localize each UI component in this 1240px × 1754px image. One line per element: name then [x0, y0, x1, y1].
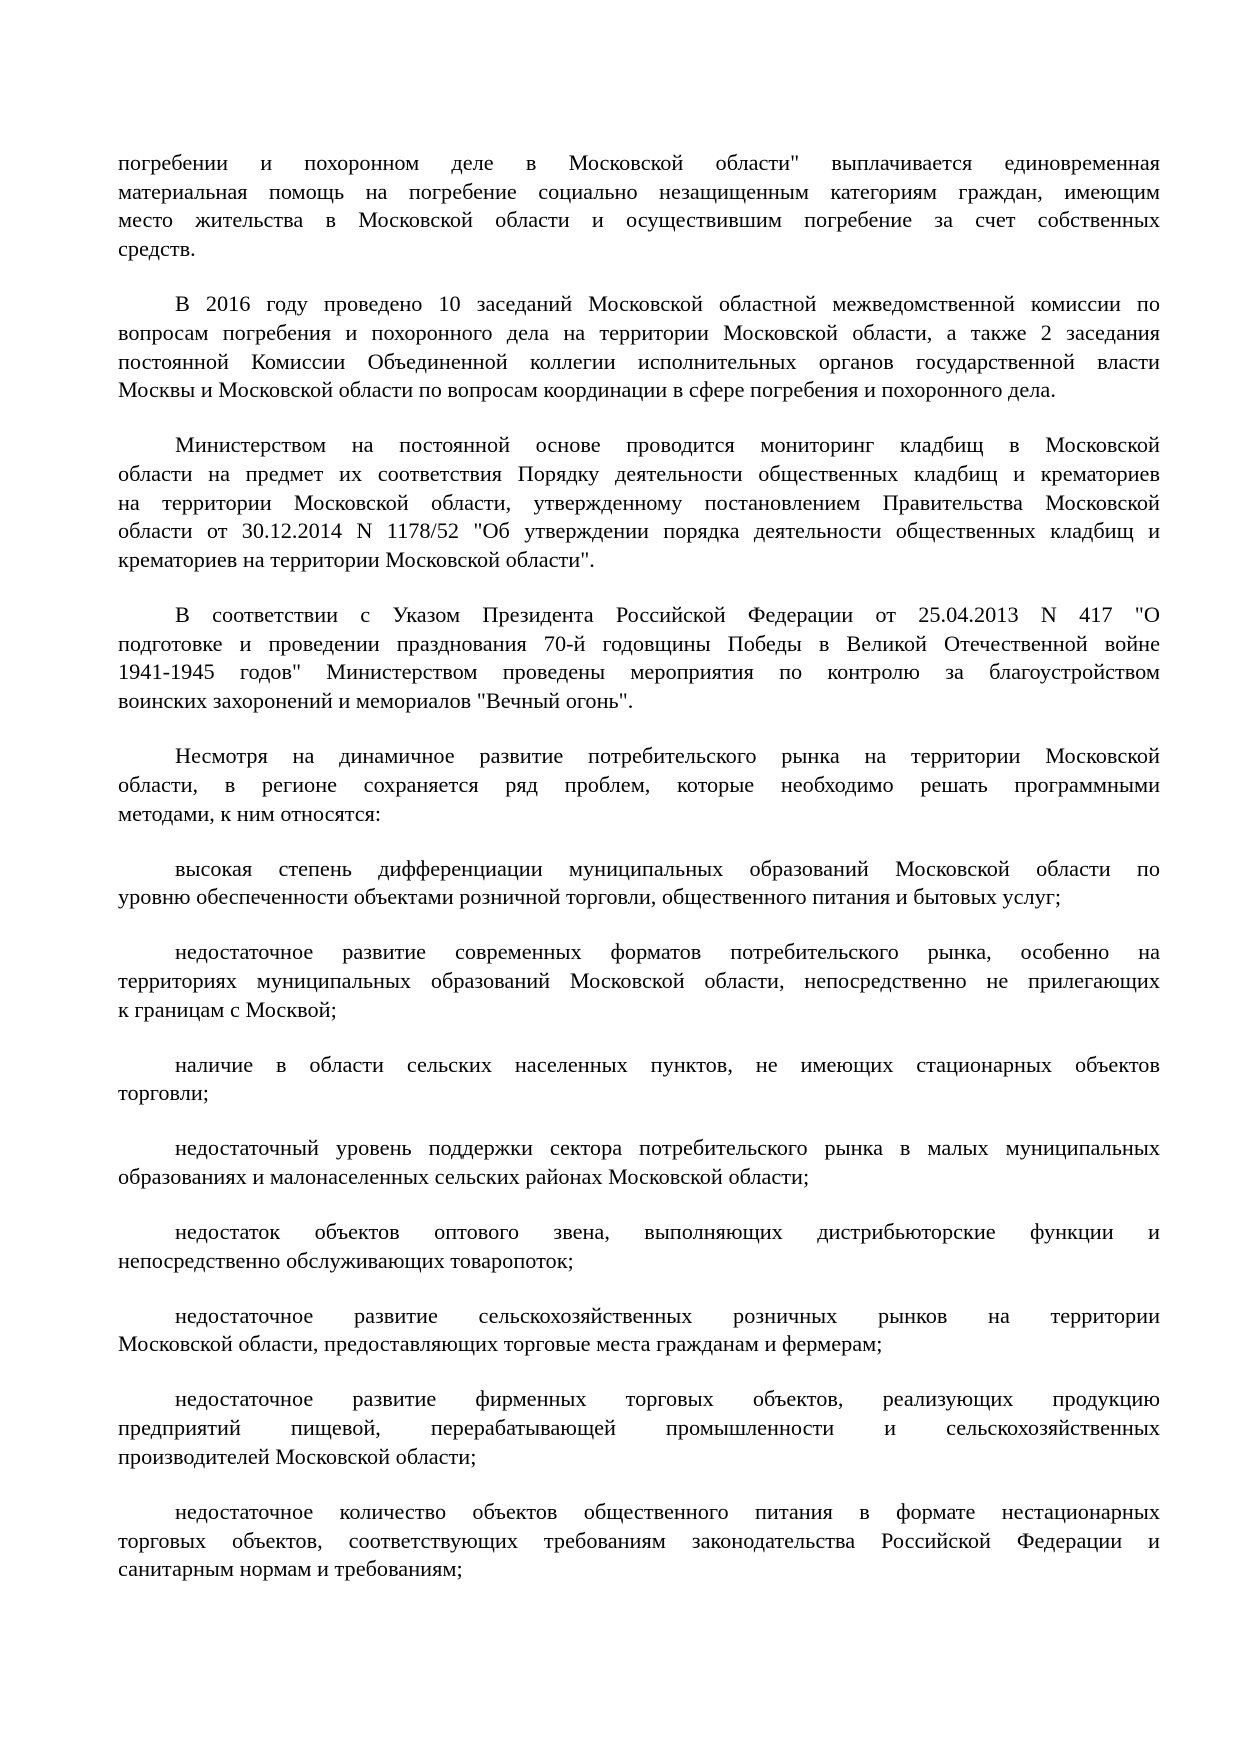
text-line: торговли;: [118, 1080, 209, 1106]
text-line: недостаточное развитие современных форматов потребительского рынка, особенно на: [175, 939, 1160, 965]
text-line: уровню обеспеченности объектами розничной торговли, общественного питания и бытовых услуг;: [118, 884, 1062, 910]
text-line: предприятий пищевой, перерабатывающей промышленности и сельскохозяйственных: [118, 1415, 1160, 1441]
text-line: воинских захоронений и мемориалов "Вечный огонь".: [118, 688, 634, 714]
text-line: подготовке и проведении празднования 70-й годовщины Победы в Великой Отечественной войне: [118, 630, 1160, 656]
text-line: недостаток объектов оптового звена, выполняющих дистрибьюторские функции и: [175, 1219, 1160, 1245]
text-line: наличие в области сельских населенных пунктов, не имеющих стационарных объектов: [175, 1051, 1160, 1077]
text-line: средств.: [118, 236, 196, 262]
paragraph: [118, 1302, 1160, 1359]
text-line: материальная помощь на погребение социально незащищенным категориям граждан, имеющим: [118, 178, 1160, 204]
text-line: В соответствии с Указом Президента Российской Федерации от 25.04.2013 N 417 "О: [175, 602, 1160, 628]
text-line: области от 30.12.2014 N 1178/52 "Об утверждении порядка деятельности общественных кладбищ и: [118, 518, 1160, 544]
text-line: недостаточное развитие сельскохозяйственных розничных рынков на территории: [175, 1302, 1160, 1328]
text-line: недостаточное количество объектов общественного питания в формате нестационарных: [175, 1498, 1160, 1524]
paragraph: [118, 1498, 1160, 1584]
text-line: производителей Московской области;: [118, 1443, 477, 1469]
text-line: постоянной Комиссии Объединенной коллегии исполнительных органов государственной власти: [118, 348, 1160, 374]
text-line: Московской области, предоставляющих торговые места гражданам и фермерам;: [118, 1331, 883, 1357]
paragraph: [118, 1051, 1160, 1108]
document-page: [118, 149, 1160, 1610]
text-line: недостаточный уровень поддержки сектора потребительского рынка в малых муниципальных: [175, 1135, 1160, 1161]
paragraph: [118, 855, 1160, 912]
text-line: В 2016 году проведено 10 заседаний Московской областной межведомственной комиссии по: [175, 291, 1160, 317]
text-line: к границам с Москвой;: [118, 996, 337, 1022]
text-line: Москвы и Московской области по вопросам координации в сфере погребения и похоронного дела.: [118, 377, 1056, 403]
text-line: 1941-1945 годов" Министерством проведены мероприятия по контролю за благоустройством: [118, 659, 1160, 685]
text-line: Несмотря на динамичное развитие потребительского рынка на территории Московской: [175, 743, 1160, 769]
text-line: на территории Московской области, утвержденному постановлением Правительства Московской: [118, 489, 1160, 515]
text-line: недостаточное развитие фирменных торговых объектов, реализующих продукцию: [175, 1386, 1160, 1412]
text-line: Министерством на постоянной основе проводится мониторинг кладбищ в Московской: [175, 432, 1160, 458]
text-line: области, в регионе сохраняется ряд проблем, которые необходимо решать программными: [118, 771, 1160, 797]
paragraph: [118, 290, 1160, 405]
text-line: образованиях и малонаселенных сельских районах Московской области;: [118, 1164, 810, 1190]
paragraph: [118, 1218, 1160, 1275]
text-line: непосредственно обслуживающих товаропоток;: [118, 1247, 574, 1273]
text-line: территориях муниципальных образований Московской области, непосредственно не прилегающих: [118, 967, 1160, 993]
paragraph: [118, 431, 1160, 575]
paragraph: [118, 601, 1160, 716]
text-line: торговых объектов, соответствующих требованиям законодательства Российской Федерации и: [118, 1527, 1160, 1553]
text-line: области на предмет их соответствия Порядку деятельности общественных кладбищ и крематориев: [118, 460, 1160, 486]
paragraph: [118, 938, 1160, 1024]
text-line: крематориев на территории Московской области".: [118, 547, 595, 573]
text-line: высокая степень дифференциации муниципальных образований Московской области по: [175, 855, 1160, 881]
paragraph: [118, 1134, 1160, 1191]
text-line: вопросам погребения и похоронного дела на территории Московской области, а также 2 заседания: [118, 319, 1160, 345]
text-line: методами, к ним относятся:: [118, 800, 382, 826]
text-line: погребении и похоронном деле в Московской области" выплачивается единовременная: [118, 150, 1160, 175]
paragraph: [118, 149, 1160, 264]
paragraph: [118, 1385, 1160, 1471]
paragraph: [118, 742, 1160, 828]
text-line: санитарным нормам и требованиям;: [118, 1556, 463, 1582]
text-line: место жительства в Московской области и осуществившим погребение за счет собственных: [118, 207, 1160, 233]
